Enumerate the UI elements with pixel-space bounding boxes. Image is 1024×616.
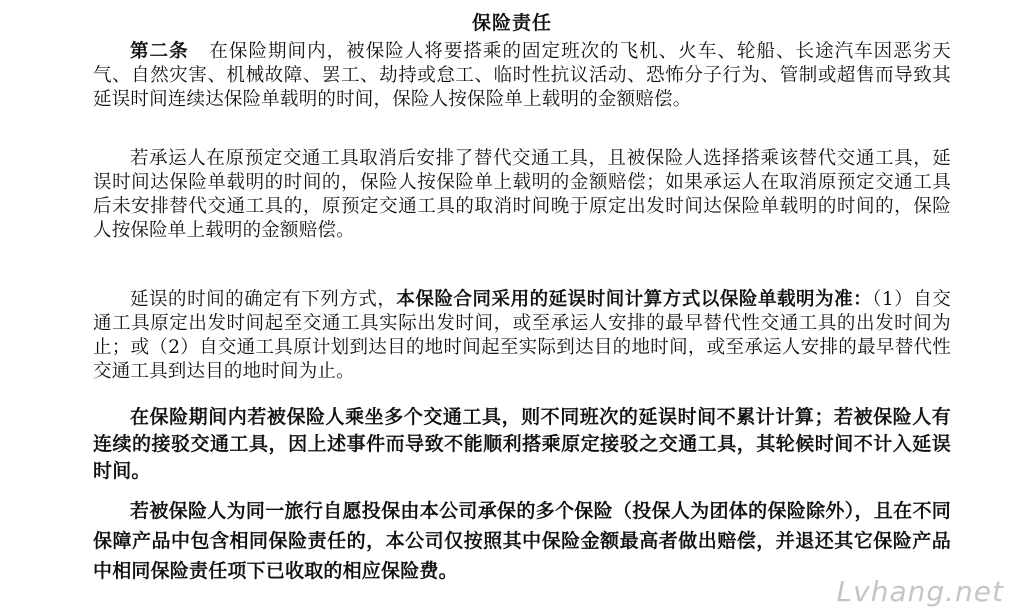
article-spacer (189, 41, 210, 62)
document-title: 保险责任 (471, 12, 552, 34)
paragraph3-intro: 延误的时间的确定有下列方式， (130, 289, 397, 310)
paragraph3-rest: （1）自交通工具原定出发时间起至交通工具实际出发时间，或至承运人安排的最早替代性交通工具的出发时间为止；或（2）自交通工具原计划到达目的地时间起至实际到达目的地时间，或至承运人安排的最早替代性交通工具到达目的地时间为止。 (93, 289, 951, 382)
paragraph1-text: 在保险期间内，被保险人将要搭乘的固定班次的飞机、火车、轮船、长途汽车因恶劣天气、自然灾害、机械故障、罢工、劫持或怠工、临时性抗议活动、恐怖分子行为、管制或超售而导致其延误时间连续达保险单载明的时间，保险人按保险单上载明的金额赔偿。 (93, 41, 951, 110)
paragraph-multiple-transport: 在保险期间内若被保险人乘坐多个交通工具，则不同班次的延误时间不累计计算；若被保险人有连续的接驳交通工具，因上述事件而导致不能顺利搭乘原定接驳之交通工具，其轮候时间不计入延误时间。 (93, 406, 951, 482)
article-label: 第二条 (130, 41, 189, 62)
watermark: Lvhang.net (836, 575, 1004, 608)
paragraph-article-two (93, 40, 951, 112)
paragraph-multiple-insurance: 若被保险人为同一旅行自愿投保由本公司承保的多个保险（投保人为团体的保险除外），且在不同保障产品中包含相同保险责任的，本公司仅按照其中保险金额最高者做出赔偿，并退还其它保险产品中相同保险责任项下已收取的相应保险费。 (93, 500, 951, 582)
paragraph-delay-calculation (93, 288, 951, 384)
paragraph3-bold: 本保险合同采用的延误时间计算方式以保险单载明为准： (396, 289, 873, 310)
paragraph-substitute-transport: 若承运人在原预定交通工具取消后安排了替代交通工具，且被保险人选择搭乘该替代交通工具，延误时间达保险单载明的时间的，保险人按保险单上载明的金额赔偿；如果承运人在取消原预定交通工具后未安排替代交通工具的，原预定交通工具的取消时间晚于原定出发时间达保险单载明的时间的，保险人按保险单上载明的金额赔偿。 (93, 148, 951, 241)
